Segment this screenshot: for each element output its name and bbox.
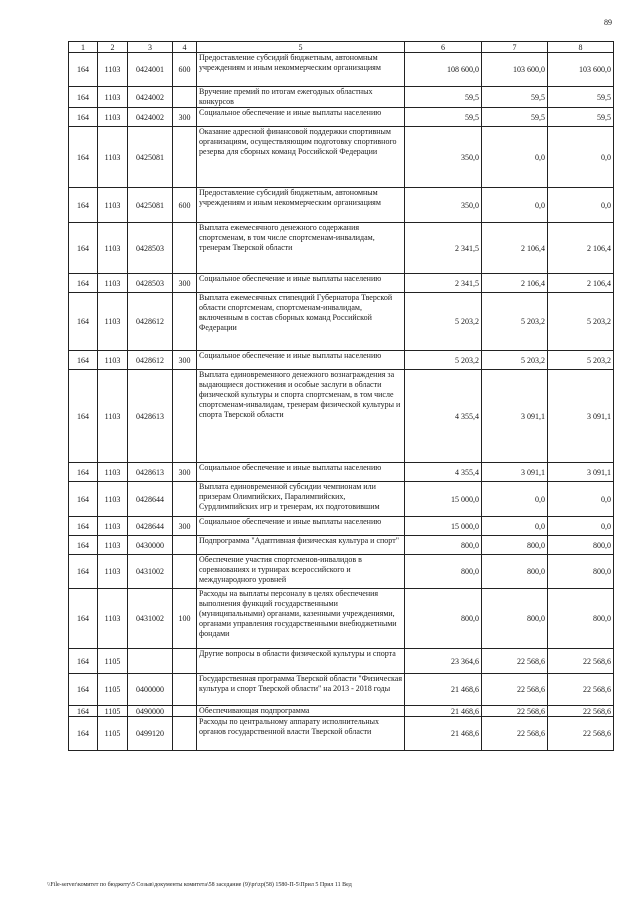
header-cell: 3 <box>128 42 173 53</box>
table-row <box>69 87 614 108</box>
amount-2018-cell: 800,0 <box>548 536 614 555</box>
amount-2018-cell: 22 568,6 <box>548 717 614 751</box>
section-code-cell: 1103 <box>98 351 128 370</box>
amount-2016-cell: 59,5 <box>405 108 482 127</box>
expense-type-cell: 300 <box>173 108 197 127</box>
admin-code-cell: 164 <box>69 274 98 293</box>
admin-code-cell: 164 <box>69 463 98 482</box>
expense-type-cell: 300 <box>173 274 197 293</box>
header-cell: 7 <box>482 42 548 53</box>
section-code-cell: 1103 <box>98 482 128 517</box>
admin-code-cell: 164 <box>69 536 98 555</box>
amount-2016-cell: 5 203,2 <box>405 351 482 370</box>
table-row <box>69 555 614 589</box>
table-row <box>69 274 614 293</box>
amount-2017-cell: 59,5 <box>482 108 548 127</box>
description-cell: Выплата единовременной субсидии чемпионам или призерам Олимпийских, Паралимпийских, Сурдлимпийских игр и тренерам, их подготовившим <box>197 482 405 517</box>
table-row <box>69 53 614 87</box>
admin-code-cell: 164 <box>69 223 98 274</box>
expense-type-cell: 300 <box>173 517 197 536</box>
amount-2018-cell: 0,0 <box>548 188 614 223</box>
amount-2017-cell: 59,5 <box>482 87 548 108</box>
section-code-cell: 1103 <box>98 274 128 293</box>
description-cell: Подпрограмма "Адаптивная физическая культура и спорт" <box>197 536 405 555</box>
target-code-cell: 0430000 <box>128 536 173 555</box>
table-row <box>69 706 614 717</box>
amount-2016-cell: 15 000,0 <box>405 517 482 536</box>
description-cell: Оказание адресной финансовой поддержки спортивным организациям, осуществляющим подготовку спортивного резерва для сборных команд Российской Федерации <box>197 127 405 188</box>
admin-code-cell: 164 <box>69 482 98 517</box>
target-code-cell: 0424001 <box>128 53 173 87</box>
expense-type-cell <box>173 223 197 274</box>
amount-2018-cell: 22 568,6 <box>548 674 614 706</box>
target-code-cell: 0428503 <box>128 274 173 293</box>
target-code-cell: 0400000 <box>128 674 173 706</box>
amount-2016-cell: 800,0 <box>405 536 482 555</box>
section-code-cell: 1103 <box>98 370 128 463</box>
expense-type-cell: 300 <box>173 463 197 482</box>
description-cell: Другие вопросы в области физической культуры и спорта <box>197 649 405 674</box>
amount-2016-cell: 2 341,5 <box>405 274 482 293</box>
target-code-cell: 0428612 <box>128 351 173 370</box>
description-cell: Предоставление субсидий бюджетным, автономным учреждениям и иным некоммерческим организациям <box>197 53 405 87</box>
description-cell: Социальное обеспечение и иные выплаты населению <box>197 274 405 293</box>
table-row <box>69 674 614 706</box>
amount-2016-cell: 23 364,6 <box>405 649 482 674</box>
expense-type-cell <box>173 674 197 706</box>
file-path-footer: \\File-server\комитет по бюджету\5 Созыв\документы комитета\58 заседание (9)\pr\zp(58) 1580-П-5\Прил 5 Прил 11 Вед <box>47 882 352 888</box>
target-code-cell: 0428503 <box>128 223 173 274</box>
section-code-cell: 1103 <box>98 589 128 649</box>
amount-2018-cell: 59,5 <box>548 108 614 127</box>
section-code-cell: 1103 <box>98 555 128 589</box>
header-cell: 4 <box>173 42 197 53</box>
admin-code-cell: 164 <box>69 717 98 751</box>
amount-2016-cell: 4 355,4 <box>405 370 482 463</box>
table-body <box>69 42 614 751</box>
section-code-cell: 1103 <box>98 463 128 482</box>
amount-2017-cell: 2 106,4 <box>482 223 548 274</box>
target-code-cell: 0424002 <box>128 108 173 127</box>
target-code-cell <box>128 649 173 674</box>
table-row <box>69 351 614 370</box>
amount-2016-cell: 21 468,6 <box>405 717 482 751</box>
admin-code-cell: 164 <box>69 589 98 649</box>
admin-code-cell: 164 <box>69 517 98 536</box>
admin-code-cell: 164 <box>69 108 98 127</box>
target-code-cell: 0425081 <box>128 127 173 188</box>
header-cell: 5 <box>197 42 405 53</box>
table-row <box>69 293 614 351</box>
admin-code-cell: 164 <box>69 293 98 351</box>
table-row <box>69 649 614 674</box>
amount-2017-cell: 0,0 <box>482 188 548 223</box>
header-row <box>69 42 614 53</box>
amount-2016-cell: 59,5 <box>405 87 482 108</box>
amount-2016-cell: 350,0 <box>405 127 482 188</box>
expense-type-cell <box>173 536 197 555</box>
amount-2017-cell: 800,0 <box>482 555 548 589</box>
expense-type-cell: 100 <box>173 589 197 649</box>
amount-2018-cell: 22 568,6 <box>548 706 614 717</box>
admin-code-cell: 164 <box>69 674 98 706</box>
header-cell: 2 <box>98 42 128 53</box>
table-row <box>69 127 614 188</box>
amount-2017-cell: 0,0 <box>482 517 548 536</box>
admin-code-cell: 164 <box>69 351 98 370</box>
description-cell: Расходы на выплаты персоналу в целях обеспечения выполнения функций государственными (муниципальными) органами, казенными учреждениями, органами управления государственными внебюджетными фондами <box>197 589 405 649</box>
amount-2017-cell: 22 568,6 <box>482 649 548 674</box>
amount-2018-cell: 3 091,1 <box>548 463 614 482</box>
section-code-cell: 1103 <box>98 108 128 127</box>
section-code-cell: 1105 <box>98 649 128 674</box>
admin-code-cell: 164 <box>69 87 98 108</box>
amount-2017-cell: 2 106,4 <box>482 274 548 293</box>
section-code-cell: 1103 <box>98 127 128 188</box>
amount-2018-cell: 0,0 <box>548 482 614 517</box>
table-row <box>69 223 614 274</box>
expense-type-cell <box>173 649 197 674</box>
amount-2016-cell: 4 355,4 <box>405 463 482 482</box>
table-row <box>69 589 614 649</box>
amount-2017-cell: 0,0 <box>482 127 548 188</box>
description-cell: Расходы по центральному аппарату исполнительных органов государственной власти Тверской области <box>197 717 405 751</box>
amount-2017-cell: 0,0 <box>482 482 548 517</box>
amount-2018-cell: 59,5 <box>548 87 614 108</box>
expense-type-cell: 300 <box>173 351 197 370</box>
section-code-cell: 1103 <box>98 53 128 87</box>
section-code-cell: 1103 <box>98 536 128 555</box>
table-row <box>69 717 614 751</box>
section-code-cell: 1105 <box>98 706 128 717</box>
amount-2018-cell: 800,0 <box>548 589 614 649</box>
header-cell: 8 <box>548 42 614 53</box>
page-number: 89 <box>604 18 612 27</box>
amount-2016-cell: 21 468,6 <box>405 706 482 717</box>
table-row <box>69 482 614 517</box>
table-row <box>69 108 614 127</box>
expense-type-cell: 600 <box>173 53 197 87</box>
target-code-cell: 0428644 <box>128 482 173 517</box>
expense-type-cell <box>173 293 197 351</box>
description-cell: Социальное обеспечение и иные выплаты населению <box>197 463 405 482</box>
amount-2017-cell: 800,0 <box>482 536 548 555</box>
table-row <box>69 463 614 482</box>
description-cell: Социальное обеспечение и иные выплаты населению <box>197 108 405 127</box>
description-cell: Обеспечение участия спортсменов-инвалидов в соревнованиях и турнирах всероссийского и международного уровней <box>197 555 405 589</box>
amount-2018-cell: 0,0 <box>548 127 614 188</box>
budget-table <box>68 41 614 751</box>
description-cell: Предоставление субсидий бюджетным, автономным учреждениям и иным некоммерческим организациям <box>197 188 405 223</box>
description-cell: Социальное обеспечение и иные выплаты населению <box>197 351 405 370</box>
description-cell: Вручение премий по итогам ежегодных областных конкурсов <box>197 87 405 108</box>
amount-2016-cell: 15 000,0 <box>405 482 482 517</box>
amount-2016-cell: 21 468,6 <box>405 674 482 706</box>
amount-2017-cell: 800,0 <box>482 589 548 649</box>
target-code-cell: 0428613 <box>128 463 173 482</box>
admin-code-cell: 164 <box>69 370 98 463</box>
admin-code-cell: 164 <box>69 188 98 223</box>
table-row <box>69 517 614 536</box>
amount-2018-cell: 800,0 <box>548 555 614 589</box>
amount-2016-cell: 108 600,0 <box>405 53 482 87</box>
description-cell: Обеспечивающая подпрограмма <box>197 706 405 717</box>
target-code-cell: 0431002 <box>128 555 173 589</box>
amount-2017-cell: 3 091,1 <box>482 463 548 482</box>
admin-code-cell: 164 <box>69 53 98 87</box>
description-cell: Социальное обеспечение и иные выплаты населению <box>197 517 405 536</box>
amount-2017-cell: 5 203,2 <box>482 293 548 351</box>
section-code-cell: 1105 <box>98 717 128 751</box>
amount-2018-cell: 5 203,2 <box>548 351 614 370</box>
amount-2017-cell: 5 203,2 <box>482 351 548 370</box>
amount-2018-cell: 5 203,2 <box>548 293 614 351</box>
amount-2016-cell: 5 203,2 <box>405 293 482 351</box>
target-code-cell: 0428644 <box>128 517 173 536</box>
description-cell: Государственная программа Тверской области "Физическая культура и спорт Тверской области" на 2013 - 2018 годы <box>197 674 405 706</box>
section-code-cell: 1103 <box>98 517 128 536</box>
section-code-cell: 1103 <box>98 293 128 351</box>
expense-type-cell <box>173 370 197 463</box>
amount-2018-cell: 22 568,6 <box>548 649 614 674</box>
admin-code-cell: 164 <box>69 706 98 717</box>
description-cell: Выплата единовременного денежного вознаграждения за выдающиеся достижения и особые заслуги в области физической культуры и спорта спортсменам, в том числе спортсменам-инвалидам, тренерам физической культуры и спорта Тверской области <box>197 370 405 463</box>
section-code-cell: 1103 <box>98 223 128 274</box>
description-cell: Выплата ежемесячных стипендий Губернатора Тверской области спортсменам, спортсменам-инвалидам, включенным в состав сборных команд Российской Федерации <box>197 293 405 351</box>
target-code-cell: 0428613 <box>128 370 173 463</box>
amount-2018-cell: 0,0 <box>548 517 614 536</box>
section-code-cell: 1105 <box>98 674 128 706</box>
amount-2018-cell: 103 600,0 <box>548 53 614 87</box>
section-code-cell: 1103 <box>98 188 128 223</box>
section-code-cell: 1103 <box>98 87 128 108</box>
admin-code-cell: 164 <box>69 649 98 674</box>
expense-type-cell <box>173 87 197 108</box>
table-row <box>69 536 614 555</box>
amount-2016-cell: 2 341,5 <box>405 223 482 274</box>
amount-2017-cell: 22 568,6 <box>482 706 548 717</box>
description-cell: Выплата ежемесячного денежного содержания спортсменам, в том числе спортсменам-инвалидам, тренерам Тверской области <box>197 223 405 274</box>
expense-type-cell <box>173 717 197 751</box>
expense-type-cell <box>173 706 197 717</box>
header-cell: 6 <box>405 42 482 53</box>
amount-2016-cell: 800,0 <box>405 555 482 589</box>
amount-2016-cell: 350,0 <box>405 188 482 223</box>
target-code-cell: 0428612 <box>128 293 173 351</box>
expense-type-cell <box>173 555 197 589</box>
expense-type-cell: 600 <box>173 188 197 223</box>
header-cell: 1 <box>69 42 98 53</box>
amount-2018-cell: 3 091,1 <box>548 370 614 463</box>
target-code-cell: 0425081 <box>128 188 173 223</box>
amount-2018-cell: 2 106,4 <box>548 223 614 274</box>
amount-2018-cell: 2 106,4 <box>548 274 614 293</box>
amount-2017-cell: 22 568,6 <box>482 674 548 706</box>
amount-2017-cell: 22 568,6 <box>482 717 548 751</box>
target-code-cell: 0431002 <box>128 589 173 649</box>
admin-code-cell: 164 <box>69 555 98 589</box>
table-row <box>69 370 614 463</box>
target-code-cell: 0499120 <box>128 717 173 751</box>
table-row <box>69 188 614 223</box>
target-code-cell: 0424002 <box>128 87 173 108</box>
amount-2017-cell: 3 091,1 <box>482 370 548 463</box>
target-code-cell: 0490000 <box>128 706 173 717</box>
amount-2017-cell: 103 600,0 <box>482 53 548 87</box>
expense-type-cell <box>173 127 197 188</box>
admin-code-cell: 164 <box>69 127 98 188</box>
amount-2016-cell: 800,0 <box>405 589 482 649</box>
expense-type-cell <box>173 482 197 517</box>
